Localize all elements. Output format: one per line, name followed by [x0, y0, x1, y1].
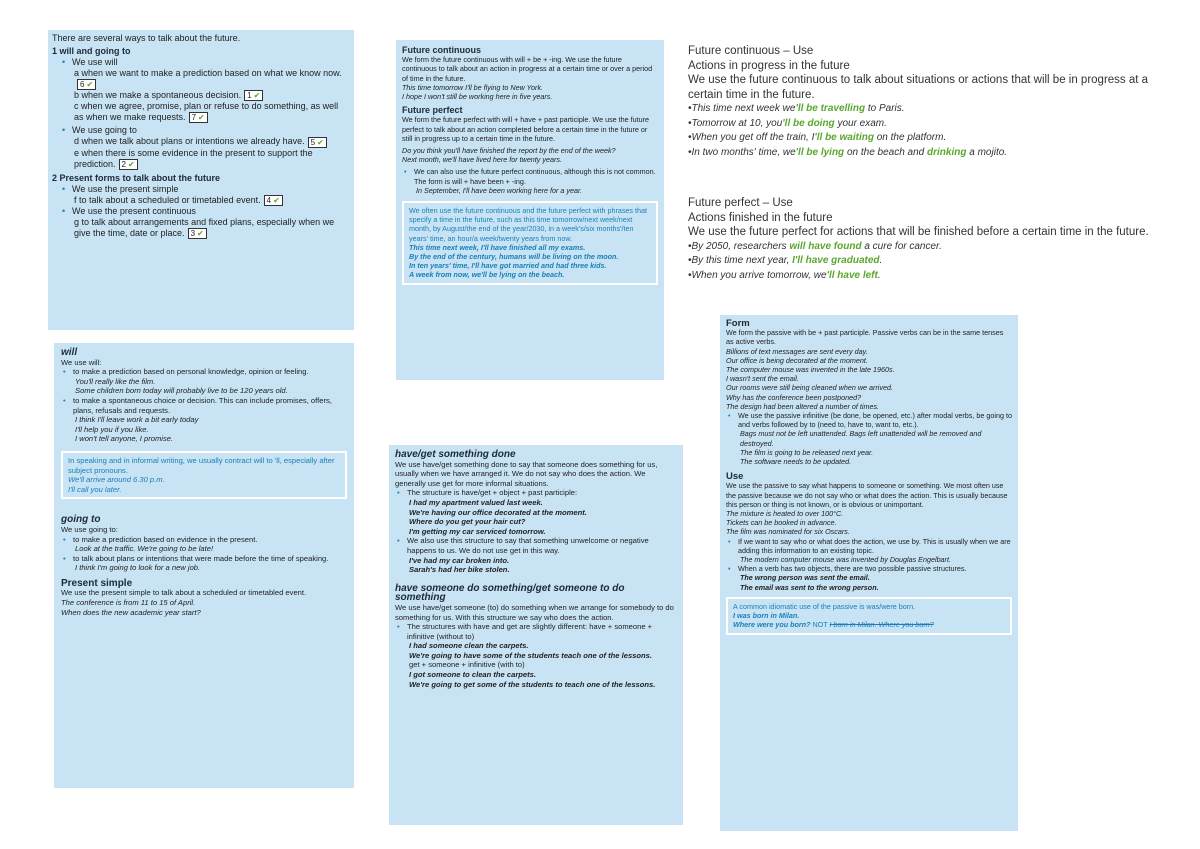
section-2-title: 2 Present forms to talk about the future: [52, 172, 221, 183]
example: We're having our office decorated at the moment.: [409, 507, 587, 517]
example: You'll really like the film.: [75, 376, 156, 386]
notes-fp-paragraph: We use the future perfect for actions that will be finished before a certain time in the future.: [688, 226, 1149, 238]
item-f: f to talk about a scheduled or timetabled event. 4 ✔: [60, 195, 350, 206]
example: In September, I'll have been working here for a year.: [416, 185, 583, 195]
item-a: a when we want to make a prediction based on what we know now.6 ✔: [74, 68, 342, 90]
example: Some children born today will probably live to be 120 years old.: [75, 386, 288, 396]
notes-fc-paragraph: We use the future continuous to talk about situations or actions that will be in progress at a certain time in the future.: [688, 74, 1149, 101]
will-title: will: [61, 347, 78, 358]
example: I've had my car broken into.: [409, 555, 510, 565]
going-to-title: going to: [61, 514, 101, 526]
item-d: d when we talk about plans or intentions we already have. 5 ✔: [60, 136, 350, 147]
contraction-note-box: In speaking and in informal writing, we usually contract will to 'll, especially after subject pronouns. We'll arrive around 6.30 p.m. I'll call you later.: [61, 451, 347, 499]
example: The design had been altered a number of times.: [726, 401, 880, 411]
will-bullet-2: • to make a spontaneous choice or decision. This can include promises, offers, plans, refusals and requests.: [61, 396, 347, 415]
two-objects-bullet: • When a verb has two objects, there are two possible passive structures.: [726, 564, 1012, 573]
example: Next month, we'll have lived here for twenty years.: [402, 155, 562, 165]
example: This time tomorrow I'll be flying to New York.: [402, 82, 544, 92]
use-text: We use the passive to say what happens to someone or something. We most often use the passive because we do not say who or what does the action. This is usually because this person or thing is not known, or is obvious or unimportant.: [726, 481, 1008, 509]
future-continuous-title: Future continuous: [402, 45, 481, 55]
notes-fp-subheading: Actions finished in the future: [688, 211, 833, 224]
check-icon: ✔: [253, 91, 261, 101]
example: When does the new academic year start?: [61, 607, 201, 617]
example: The conference is from 11 to 15 of April.: [61, 598, 196, 608]
form-title: Form: [726, 318, 750, 329]
example: Look at the traffic. We're going to be late!: [75, 544, 214, 554]
notes-fc-example: •Tomorrow at 10, you'll be doing your exam.: [688, 117, 887, 129]
example: I think I'll leave work a bit early today: [75, 415, 199, 425]
structure-bullet: • The structure is have/get + object + past participle:: [395, 488, 677, 498]
example: I got someone to clean the carpets.: [409, 670, 537, 680]
example: The wrong person was sent the email.: [740, 573, 870, 583]
intro-text: There are several ways to talk about the future.: [52, 33, 241, 43]
notes-fc-example: •When you get off the train, I'll be waiting on the platform.: [688, 132, 947, 143]
future-perfect-text: We form the future perfect with will + have + past participle. We use the future perfect to talk about an action completed before a certain time in the future or still in progress up to a certain time in the future.: [402, 115, 650, 143]
example: Why has the conference been postponed?: [726, 392, 862, 402]
check-icon: ✔: [86, 80, 94, 90]
example: Where do you get your hair cut?: [409, 517, 526, 527]
present-simple-bullet: • We use the present simple: [60, 184, 350, 195]
present-continuous-bullet: • We use the present continuous: [60, 206, 350, 217]
notes-fp-example: •By 2050, researchers will have found a cure for cancer.: [688, 240, 942, 252]
example: I wasn't sent the email.: [726, 374, 799, 384]
check-icon: ✔: [317, 137, 324, 147]
card-have-something-done: [389, 445, 683, 825]
example: We're going to have some of the students teach one of the lessons.: [409, 650, 653, 660]
present-simple-title: Present simple: [61, 577, 133, 589]
will-bullet: • We use will: [60, 57, 350, 68]
will-bullet-1: • to make a prediction based on personal knowledge, opinion or feeling.: [61, 367, 347, 377]
check-icon: ✔: [197, 228, 204, 238]
example: Tickets can be booked in advance.: [726, 518, 837, 528]
answer-box-b[interactable]: 1 ✔: [244, 90, 263, 101]
future-perfect-notes: [688, 196, 1188, 283]
use-title: Use: [726, 471, 744, 483]
answer-box-d[interactable]: 5 ✔: [308, 137, 327, 148]
example: The software needs to be updated.: [740, 457, 852, 467]
example: The film is going to be released next year.: [740, 447, 874, 457]
example: I think I'm going to look for a new job.: [75, 563, 201, 573]
future-perfect-bullet: • We can also use the future perfect continuous, although this is not common. The form is will + have been + -ing.: [402, 167, 658, 185]
going-bullet: • We use going to: [60, 125, 350, 136]
example: I'll help you if you like.: [75, 424, 149, 434]
example: I hope I won't still be working here in five years.: [402, 92, 553, 102]
item-b: b when we make a spontaneous decision. 1 ✔: [60, 90, 350, 101]
example: We're going to get some of the students to teach one of the lessons.: [409, 679, 656, 689]
going-bullet-2: • to talk about plans or intentions that were made before the time of speaking.: [61, 554, 347, 564]
item-e: e when there is some evidence in the present to support the prediction. 2 ✔: [74, 147, 313, 169]
example: The mixture is heated to over 100°C.: [726, 509, 844, 519]
have-someone-text: We use have/get someone (to) do something when we arrange for somebody to do something for us. With this structure we say who does the action.: [395, 602, 674, 622]
time-phrases-box: We often use the future continuous and the future perfect with phrases that specify a time in the future, such as this time tomorrow/next week/next month, by August/the end of the year/2030, in a week's/six months'/ten years' time, an hour/a week/twenty years from now. This time next week, I'll have finished all my exams. By the end of the century, humans will be living on the moon. In ten years' time, I'll have got married and had three kids. A week from now, we'll be lying on the beach.: [402, 201, 658, 285]
going-bullet-1: • to make a prediction based on evidence in the present.: [61, 535, 347, 545]
future-continuous-text: We form the future continuous with will + be + -ing. We use the future continuous to talk about an action in progress at a certain time or over a period of time in the future.: [402, 55, 653, 83]
answer-box-a[interactable]: 6 ✔: [77, 79, 96, 90]
example: Billions of text messages are sent every day.: [726, 346, 868, 356]
notes-fp-example: •When you arrive tomorrow, we'll have left.: [688, 269, 881, 281]
example: Bags must not be left unattended. Bags left unattended will be removed and destroyed.: [740, 429, 982, 448]
card-will-going-to: [54, 343, 354, 788]
passive-infinitive-bullet: • We use the passive infinitive (be done, be opened, etc.) after modal verbs, be going to and verbs followed by to (need to, have to, want to, etc.).: [726, 411, 1012, 429]
section-1-title: 1 will and going to: [52, 46, 131, 56]
notes-fc-heading: Future continuous – Use: [688, 45, 814, 57]
structure-note: get + someone + infinitive (with to): [409, 660, 525, 670]
future-continuous-notes: [688, 44, 1178, 160]
present-simple-text: We use the present simple to talk about a scheduled or timetabled event.: [61, 588, 307, 598]
have-someone-title: have someone do something/get someone to do something: [395, 582, 625, 604]
answer-box-g[interactable]: 3 ✔: [188, 228, 207, 239]
check-icon: ✔: [127, 159, 135, 169]
we-use-will: We use will:: [61, 357, 102, 367]
notes-fc-subheading: Actions in progress in the future: [688, 59, 850, 72]
answer-box-c[interactable]: 7 ✔: [189, 112, 208, 123]
have-something-done-text: We use have/get something done to say that someone does something for us, usually when we have arranged it. We do not say who does the action. We generally use get for more informal situations.: [395, 459, 658, 488]
example: The film was nominated for six Oscars.: [726, 527, 850, 537]
card-future-continuous-perfect: [396, 40, 664, 380]
notes-fc-example: •This time next week we'll be travelling to Paris.: [688, 103, 905, 114]
item-g: g to talk about arrangements and fixed plans, especially when we give the time, date or place. 3 ✔: [74, 216, 335, 238]
notes-fp-heading: Future perfect – Use: [688, 197, 793, 209]
example: Do you think you'll have finished the report by the end of the week?: [402, 146, 616, 156]
card-future-overview: [48, 30, 354, 330]
example: I had my apartment valued last week.: [409, 497, 543, 507]
notes-fp-example: •By this time next year, I'll have graduated.: [688, 255, 883, 266]
unwelcome-bullet: • We also use this structure to say that something unwelcome or negative happens to us. We do not use get in this way.: [395, 536, 677, 555]
item-c: c when we agree, promise, plan or refuse to do something, as well as when we make requests. 7 ✔: [74, 101, 339, 123]
example: The computer mouse was invented in the late 1960s.: [726, 365, 895, 375]
answer-box-f[interactable]: 4 ✔: [264, 195, 283, 206]
example: I had someone clean the carpets.: [409, 641, 529, 651]
form-text: We form the passive with be + past participle. Passive verbs can be in the same tenses as active verbs.: [726, 328, 1004, 347]
have-something-done-title: have/get something done: [395, 449, 516, 460]
structures-bullet: • The structures with have and get are slightly different: have + someone + infinitive (without to): [395, 622, 677, 641]
example: Our rooms were still being cleaned when we arrived.: [726, 383, 893, 393]
example: The modern computer mouse was invented by Douglas Engelbart.: [740, 555, 951, 565]
example: Our office is being decorated at the moment.: [726, 355, 868, 365]
example: I won't tell anyone, I promise.: [75, 434, 174, 444]
example: The email was sent to the wrong person.: [740, 582, 879, 592]
answer-box-e[interactable]: 2 ✔: [119, 159, 138, 170]
example: I'm getting my car serviced tomorrow.: [409, 526, 546, 536]
notes-fc-example: •In two months' time, we'll be lying on the beach and drinking a mojito.: [688, 146, 1008, 158]
check-icon: ✔: [198, 113, 205, 123]
future-perfect-title: Future perfect: [402, 105, 463, 116]
we-use-going: We use going to:: [61, 524, 118, 534]
by-bullet: • If we want to say who or what does the action, we use by. This is usually when we are adding this information to an existing topic.: [726, 537, 1012, 555]
card-passive: [720, 315, 1018, 831]
example: Sarah's had her bike stolen.: [409, 565, 510, 575]
check-icon: ✔: [273, 195, 280, 205]
born-note-box: A common idiomatic use of the passive is was/were born. I was born in Milan. Where were you born? NOT I born in Milan. Where you born?: [726, 597, 1012, 635]
